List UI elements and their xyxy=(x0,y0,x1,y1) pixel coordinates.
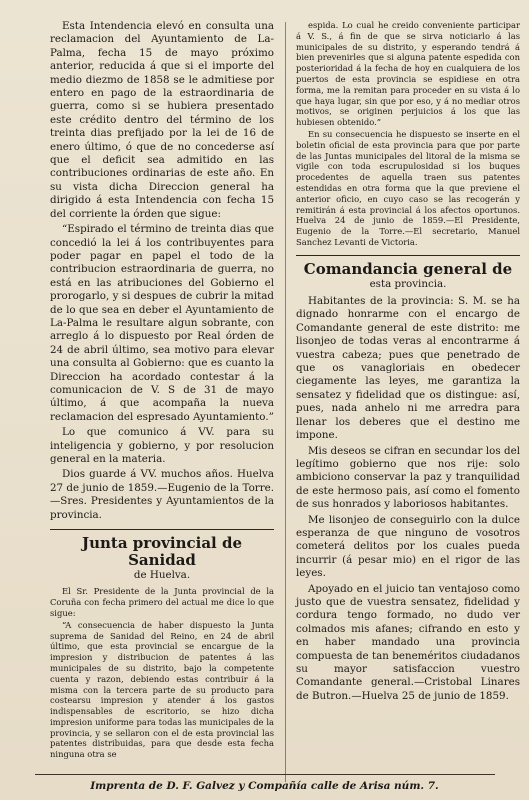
section-subheading-huelva: de Huelva. xyxy=(133,569,191,582)
paragraph-apoyado: Apoyado en el juicio tan ventajoso como justo que de vuestra sensatez, fidelidad y cordura tengo formado, no dudo ver colmados mis afanes; cifrando en esto y en haber mandado una provincia compuesta de tan beneméritos ciudadanos su mayor satisfaccion vuestro Comandante general.—Cristobal Linares de Butron.—Huelva 25 de junio de 1859. xyxy=(296,582,520,702)
section-rule xyxy=(50,529,274,530)
paragraph-sanidad-dispuesto: En su consecuencia he dispuesto se inserte en el boletin oficial de esta provincia para que por parte de las Juntas municipales del litoral de la misma se vigile con toda escrupulosidad si los buques procedentes de aquella traen sus patentes estendidas en otra forma que la que previene el anterior oficio, en cuyo caso se las recogerán y remitirán á esta provincial á los afectos oportunos. Huelva 24 de junio de 1859.—El Presidente, Eugenio de la Torre.—El secretario, Manuel Sanchez Levanti de Victoria. xyxy=(296,128,520,247)
paragraph-signature: Dios guarde á VV. muchos años. Huelva 27 de junio de 1859.—Eugenio de la Torre.—Sres. Presidentes y Ayuntamientos de la provincia. xyxy=(50,468,274,521)
printer-imprint: Imprenta de D. F. Galvez y Compañía calle de Arisa núm. 7. xyxy=(90,780,439,792)
paragraph-lisonjeo: Me lisonjeo de conseguirlo con la dulce esperanza de que ninguno de vosotros cometerá delitos por los cuales pueda incurrir (á pesar mio) en el rigor de las leyes. xyxy=(296,513,520,580)
section-rule xyxy=(296,255,520,256)
section-heading-comandancia: Comandancia general de xyxy=(303,260,513,279)
footer-rule xyxy=(35,774,495,775)
left-column xyxy=(50,20,274,761)
paragraph-sanidad-continued: espida. Lo cual he creido conveniente participar á V. S., á fin de que se sirva noticiarlo á las municipales de su distrito, y esperando tendrá á bien prevenirles que si alguna patente espedida con posterioridad á la fecha de hoy en cualquiera de los puertos de esta provincia se espidiese en otra forma, me la remitan para proceder en su vista á lo que haya lugar, sin que por eso, y á no mediar otros motivos, se originen perjuicios á los que las hubiesen obtenido.” xyxy=(296,20,520,128)
column-divider xyxy=(285,22,286,782)
paragraph-intendencia: Esta Intendencia elevó en consulta una reclamacion del Ayuntamiento de La-Palma, fecha 15 de mayo próximo anterior, reducida á que si el importe del medio diezmo de 1858 se le admitiese por entero en pago de la estraordinaria de guerra, como si se hubiera presentado este crédito dentro del término de los treinta dias prefijado por la lei de 16 de enero último, ó que de no concederse así que el deficit sea admitido en las contribuciones ordinarias de este año. En su vista dicha Direccion general ha dirigido á esta Intendencia con fecha 15 del corriente la órden que sigue: xyxy=(50,20,274,220)
paragraph-deseos: Mis deseos se cifran en secundar los del legítimo gobierno que nos rije: solo ambiciono conservar la paz y tranquilidad de este hermoso pais, así como el fomento de sus honrados y laboriosos habitantes. xyxy=(296,444,520,511)
right-column xyxy=(296,20,520,705)
section-subheading-provincia: esta provincia. xyxy=(369,278,447,291)
paragraph-quote-direccion: “Espirado el término de treinta dias que concedió la lei á los contribuyentes para poder pagar en papel el todo de la contribucion estraordinaria de guerra, no está en las atribuciones del Gobierno el prorogarlo, y si despues de cubrir la mitad de lo que sea en deber el Ayuntamiento de La-Palma le resultare algun sobrante, con arreglo á lo dispuesto por Real órden de 24 de abril último, sea motivo para elevar una consulta al Gobierno: que es cuanto la Direccion ha acordado contestar á la comunicacion de V. S de 31 de mayo último, á que acompaña la nueva reclamacion del espresado Ayuntamiento.” xyxy=(50,223,274,423)
paragraph-sanidad-quote: “A consecuencia de haber dispuesto la Junta suprema de Sanidad del Reino, en 24 de abril último, que esta provincial se encargue de la impresion y distribucion de patentes á las municipales de su distrito, bajo la competente cuenta y razon, debiendo estas contribuir á la misma con la tercera parte de su producto para costearsu impresion y atender á los gastos indispensables de escritorio, se hizo dicha impresion uniforme para todas las municipales de la provincia, y se sellaron con el de esta provincial las patentes distribuidas, para que desde esta fecha ninguna otra se xyxy=(50,619,274,760)
paragraph-habitantes: Habitantes de la provincia: S. M. se ha dignado honrarme con el encargo de Comandante general de este distrito: me lisonjeo de todas veras al encontrarme á vuestra cabeza; pues que penetrado de que os vanagloriais en obedecer ciegamente las leyes, me garantiza la sensatez y fidelidad que os distingue: así, pues, nada anhelo ni me arredra para llenar los deberes que el destino me impone. xyxy=(296,295,520,442)
section-heading-sanidad: Junta provincial de Sanidad xyxy=(82,534,242,570)
paragraph-comunico: Lo que comunico á VV. para su inteligencia y gobierno, y por resolucion general en la materia. xyxy=(50,426,274,465)
paragraph-sanidad-intro: El Sr. Presidente de la Junta provincial de la Coruña con fecha primero del actual me dice lo que sigue: xyxy=(50,586,274,618)
